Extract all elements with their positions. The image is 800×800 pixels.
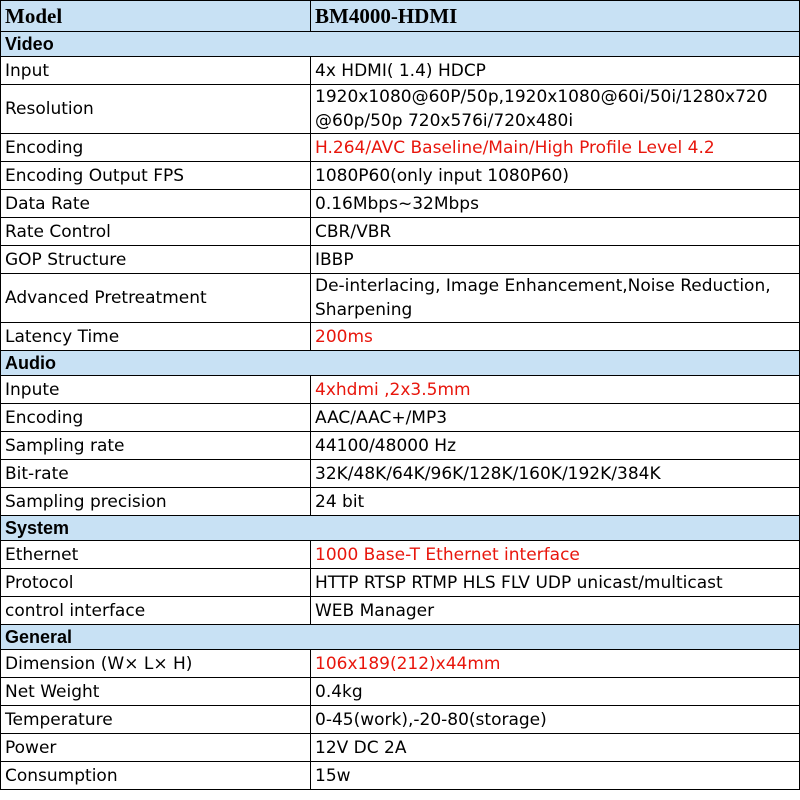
spec-value: H.264/AVC Baseline/Main/High Profile Level 4.2 <box>311 134 800 162</box>
table-row <box>1 376 800 404</box>
section-header-general <box>1 625 800 650</box>
spec-value: 4x HDMI( 1.4) HDCP <box>311 57 800 85</box>
spec-label: Net Weight <box>1 678 311 706</box>
spec-value: AAC/AAC+/MP3 <box>311 404 800 432</box>
table-row <box>1 218 800 246</box>
spec-label: Latency Time <box>1 323 311 351</box>
table-row <box>1 460 800 488</box>
spec-label: Sampling rate <box>1 432 311 460</box>
table-row <box>1 678 800 706</box>
spec-table-body <box>1 1 800 790</box>
section-header-audio <box>1 351 800 376</box>
spec-value: 0-45(work),-20-80(storage) <box>311 706 800 734</box>
spec-value: 44100/48000 Hz <box>311 432 800 460</box>
spec-value: De-interlacing, Image Enhancement,Noise Reduction, Sharpening <box>311 274 800 323</box>
spec-label: Resolution <box>1 85 311 134</box>
spec-label: Advanced Pretreatment <box>1 274 311 323</box>
table-row <box>1 706 800 734</box>
model-label: Model <box>1 1 311 32</box>
spec-value: 200ms <box>311 323 800 351</box>
spec-value: IBBP <box>311 246 800 274</box>
spec-label: Sampling precision <box>1 488 311 516</box>
spec-value: WEB Manager <box>311 597 800 625</box>
spec-value: 15w <box>311 762 800 790</box>
spec-value: 32K/48K/64K/96K/128K/160K/192K/384K <box>311 460 800 488</box>
spec-label: Bit-rate <box>1 460 311 488</box>
spec-label: Inpute <box>1 376 311 404</box>
spec-label: Encoding <box>1 134 311 162</box>
spec-label: Encoding Output FPS <box>1 162 311 190</box>
table-row <box>1 541 800 569</box>
spec-label: Input <box>1 57 311 85</box>
spec-label: Encoding <box>1 404 311 432</box>
section-title: General <box>1 625 800 650</box>
spec-label: Dimension (W× L× H) <box>1 650 311 678</box>
spec-label: Ethernet <box>1 541 311 569</box>
table-row <box>1 650 800 678</box>
table-row <box>1 274 800 323</box>
spec-label: Power <box>1 734 311 762</box>
spec-value: 4xhdmi ,2x3.5mm <box>311 376 800 404</box>
table-row <box>1 569 800 597</box>
section-title: System <box>1 516 800 541</box>
spec-value: 0.16Mbps~32Mbps <box>311 190 800 218</box>
table-row <box>1 134 800 162</box>
section-header-video <box>1 32 800 57</box>
table-row <box>1 762 800 790</box>
spec-value: 1080P60(only input 1080P60) <box>311 162 800 190</box>
table-row <box>1 488 800 516</box>
spec-value: 0.4kg <box>311 678 800 706</box>
spec-label: Rate Control <box>1 218 311 246</box>
spec-label: control interface <box>1 597 311 625</box>
table-row <box>1 57 800 85</box>
spec-value: 24 bit <box>311 488 800 516</box>
table-row <box>1 85 800 134</box>
spec-label: Data Rate <box>1 190 311 218</box>
spec-value: 1920x1080@60P/50p,1920x1080@60i/50i/1280x720 @60p/50p 720x576i/720x480i <box>311 85 800 134</box>
spec-value: 106x189(212)x44mm <box>311 650 800 678</box>
table-row <box>1 246 800 274</box>
spec-label: Consumption <box>1 762 311 790</box>
spec-value: HTTP RTSP RTMP HLS FLV UDP unicast/multicast <box>311 569 800 597</box>
table-row <box>1 190 800 218</box>
section-title: Audio <box>1 351 800 376</box>
spec-label: Temperature <box>1 706 311 734</box>
table-row <box>1 734 800 762</box>
section-title: Video <box>1 32 800 57</box>
spec-label: Protocol <box>1 569 311 597</box>
spec-value: 12V DC 2A <box>311 734 800 762</box>
section-header-system <box>1 516 800 541</box>
model-value: BM4000-HDMI <box>311 1 800 32</box>
table-header-row <box>1 1 800 32</box>
spec-value: 1000 Base-T Ethernet interface <box>311 541 800 569</box>
table-row <box>1 597 800 625</box>
table-row <box>1 162 800 190</box>
spec-value: CBR/VBR <box>311 218 800 246</box>
spec-label: GOP Structure <box>1 246 311 274</box>
table-row <box>1 404 800 432</box>
table-row <box>1 323 800 351</box>
table-row <box>1 432 800 460</box>
